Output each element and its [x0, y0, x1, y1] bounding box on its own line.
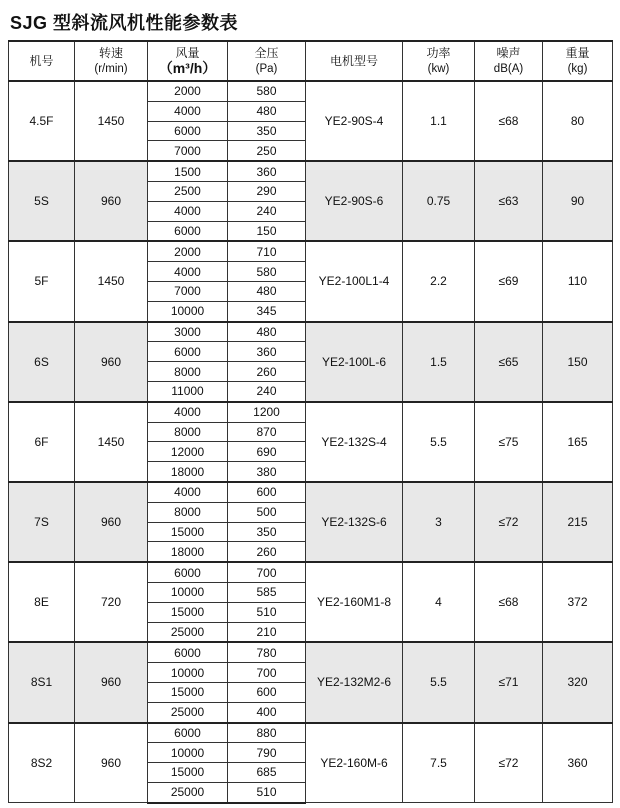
- header-pressure: 全压 (Pa): [228, 41, 306, 81]
- power-cell: 5.5: [403, 402, 475, 482]
- pressure-cell: 700: [228, 663, 306, 683]
- table-row: [9, 81, 613, 101]
- pressure-cell: 580: [228, 262, 306, 282]
- pressure-cell: 350: [228, 121, 306, 141]
- speed-cell: 960: [75, 322, 148, 402]
- pressure-cell: 380: [228, 462, 306, 482]
- pressure-cell: 240: [228, 201, 306, 221]
- airflow-cell: 7000: [148, 281, 228, 301]
- header-noise: 噪声 dB(A): [475, 41, 543, 81]
- pressure-cell: 350: [228, 522, 306, 542]
- speed-cell: 960: [75, 642, 148, 722]
- airflow-cell: 8000: [148, 422, 228, 442]
- power-cell: 7.5: [403, 723, 475, 803]
- airflow-cell: 6000: [148, 121, 228, 141]
- airflow-cell: 18000: [148, 462, 228, 482]
- airflow-cell: 25000: [148, 782, 228, 802]
- model-cell: 8E: [9, 562, 75, 642]
- weight-cell: 90: [543, 161, 613, 241]
- airflow-cell: 6000: [148, 221, 228, 241]
- pressure-cell: 260: [228, 362, 306, 382]
- speed-cell: 960: [75, 161, 148, 241]
- motor-cell: YE2-160M1-8: [306, 562, 403, 642]
- power-cell: 3: [403, 482, 475, 562]
- table-row: [9, 562, 613, 582]
- weight-cell: 320: [543, 642, 613, 722]
- model-cell: 5F: [9, 241, 75, 321]
- table-row: [9, 241, 613, 261]
- airflow-cell: 6000: [148, 562, 228, 582]
- pressure-cell: 400: [228, 702, 306, 722]
- table-row: [9, 482, 613, 502]
- pressure-cell: 240: [228, 381, 306, 401]
- table-row: [9, 642, 613, 662]
- airflow-cell: 25000: [148, 702, 228, 722]
- speed-cell: 960: [75, 482, 148, 562]
- model-cell: 7S: [9, 482, 75, 562]
- pressure-cell: 480: [228, 322, 306, 342]
- airflow-cell: 8000: [148, 362, 228, 382]
- airflow-cell: 4000: [148, 482, 228, 502]
- airflow-cell: 1500: [148, 161, 228, 181]
- pressure-cell: 1200: [228, 402, 306, 422]
- airflow-cell: 15000: [148, 602, 228, 622]
- model-cell: 4.5F: [9, 81, 75, 161]
- airflow-cell: 6000: [148, 342, 228, 362]
- power-cell: 1.1: [403, 81, 475, 161]
- header-model: 机号: [9, 41, 75, 81]
- airflow-cell: 4000: [148, 402, 228, 422]
- pressure-cell: 150: [228, 221, 306, 241]
- airflow-cell: 6000: [148, 723, 228, 743]
- header-speed: 转速 (r/min): [75, 41, 148, 81]
- weight-cell: 360: [543, 723, 613, 803]
- weight-cell: 110: [543, 241, 613, 321]
- speed-cell: 720: [75, 562, 148, 642]
- pressure-cell: 360: [228, 342, 306, 362]
- pressure-cell: 710: [228, 241, 306, 261]
- pressure-cell: 250: [228, 141, 306, 161]
- table-row: [9, 161, 613, 181]
- airflow-cell: 2000: [148, 241, 228, 261]
- speed-cell: 1450: [75, 241, 148, 321]
- motor-cell: YE2-132S-4: [306, 402, 403, 482]
- airflow-cell: 10000: [148, 582, 228, 602]
- airflow-cell: 18000: [148, 542, 228, 562]
- pressure-cell: 780: [228, 642, 306, 662]
- motor-cell: YE2-132S-6: [306, 482, 403, 562]
- weight-cell: 80: [543, 81, 613, 161]
- model-cell: 6S: [9, 322, 75, 402]
- pressure-cell: 260: [228, 542, 306, 562]
- weight-cell: 150: [543, 322, 613, 402]
- model-cell: 5S: [9, 161, 75, 241]
- airflow-cell: 15000: [148, 522, 228, 542]
- pressure-cell: 600: [228, 482, 306, 502]
- speed-cell: 960: [75, 723, 148, 803]
- weight-cell: 372: [543, 562, 613, 642]
- power-cell: 0.75: [403, 161, 475, 241]
- noise-cell: ≤72: [475, 723, 543, 803]
- header-airflow: 风量 （m³/h）: [148, 41, 228, 81]
- header-row: [9, 41, 613, 81]
- motor-cell: YE2-100L-6: [306, 322, 403, 402]
- noise-cell: ≤71: [475, 642, 543, 722]
- pressure-cell: 600: [228, 682, 306, 702]
- power-cell: 4: [403, 562, 475, 642]
- header-motor: 电机型号: [306, 41, 403, 81]
- fan-spec-table: [8, 40, 613, 804]
- airflow-cell: 6000: [148, 642, 228, 662]
- airflow-cell: 10000: [148, 743, 228, 763]
- pressure-cell: 585: [228, 582, 306, 602]
- noise-cell: ≤72: [475, 482, 543, 562]
- page-title: SJG 型斜流风机性能参数表: [10, 13, 239, 33]
- motor-cell: YE2-90S-6: [306, 161, 403, 241]
- noise-cell: ≤75: [475, 402, 543, 482]
- airflow-cell: 10000: [148, 301, 228, 321]
- pressure-cell: 870: [228, 422, 306, 442]
- airflow-cell: 7000: [148, 141, 228, 161]
- model-cell: 6F: [9, 402, 75, 482]
- noise-cell: ≤68: [475, 81, 543, 161]
- airflow-cell: 11000: [148, 381, 228, 401]
- speed-cell: 1450: [75, 81, 148, 161]
- motor-cell: YE2-160M-6: [306, 723, 403, 803]
- pressure-cell: 480: [228, 101, 306, 121]
- pressure-cell: 360: [228, 161, 306, 181]
- noise-cell: ≤65: [475, 322, 543, 402]
- pressure-cell: 510: [228, 602, 306, 622]
- pressure-cell: 685: [228, 763, 306, 783]
- header-power: 功率 (kw): [403, 41, 475, 81]
- airflow-cell: 3000: [148, 322, 228, 342]
- pressure-cell: 580: [228, 81, 306, 101]
- table-body: [9, 81, 613, 803]
- model-cell: 8S2: [9, 723, 75, 803]
- table-row: [9, 723, 613, 743]
- airflow-cell: 4000: [148, 262, 228, 282]
- motor-cell: YE2-132M2-6: [306, 642, 403, 722]
- table-header: [9, 41, 613, 81]
- weight-cell: 165: [543, 402, 613, 482]
- pressure-cell: 210: [228, 622, 306, 642]
- power-cell: 5.5: [403, 642, 475, 722]
- airflow-cell: 25000: [148, 622, 228, 642]
- pressure-cell: 500: [228, 502, 306, 522]
- speed-cell: 1450: [75, 402, 148, 482]
- motor-cell: YE2-100L1-4: [306, 241, 403, 321]
- pressure-cell: 290: [228, 181, 306, 201]
- airflow-cell: 15000: [148, 763, 228, 783]
- airflow-cell: 4000: [148, 201, 228, 221]
- pressure-cell: 700: [228, 562, 306, 582]
- pressure-cell: 880: [228, 723, 306, 743]
- airflow-cell: 2000: [148, 81, 228, 101]
- pressure-cell: 510: [228, 782, 306, 802]
- motor-cell: YE2-90S-4: [306, 81, 403, 161]
- weight-cell: 215: [543, 482, 613, 562]
- airflow-cell: 8000: [148, 502, 228, 522]
- airflow-cell: 10000: [148, 663, 228, 683]
- power-cell: 2.2: [403, 241, 475, 321]
- airflow-cell: 12000: [148, 442, 228, 462]
- pressure-cell: 790: [228, 743, 306, 763]
- power-cell: 1.5: [403, 322, 475, 402]
- airflow-cell: 4000: [148, 101, 228, 121]
- airflow-cell: 2500: [148, 181, 228, 201]
- table-row: [9, 322, 613, 342]
- noise-cell: ≤63: [475, 161, 543, 241]
- pressure-cell: 480: [228, 281, 306, 301]
- noise-cell: ≤68: [475, 562, 543, 642]
- airflow-cell: 15000: [148, 682, 228, 702]
- table-row: [9, 402, 613, 422]
- model-cell: 8S1: [9, 642, 75, 722]
- pressure-cell: 345: [228, 301, 306, 321]
- header-weight: 重量 (kg): [543, 41, 613, 81]
- pressure-cell: 690: [228, 442, 306, 462]
- noise-cell: ≤69: [475, 241, 543, 321]
